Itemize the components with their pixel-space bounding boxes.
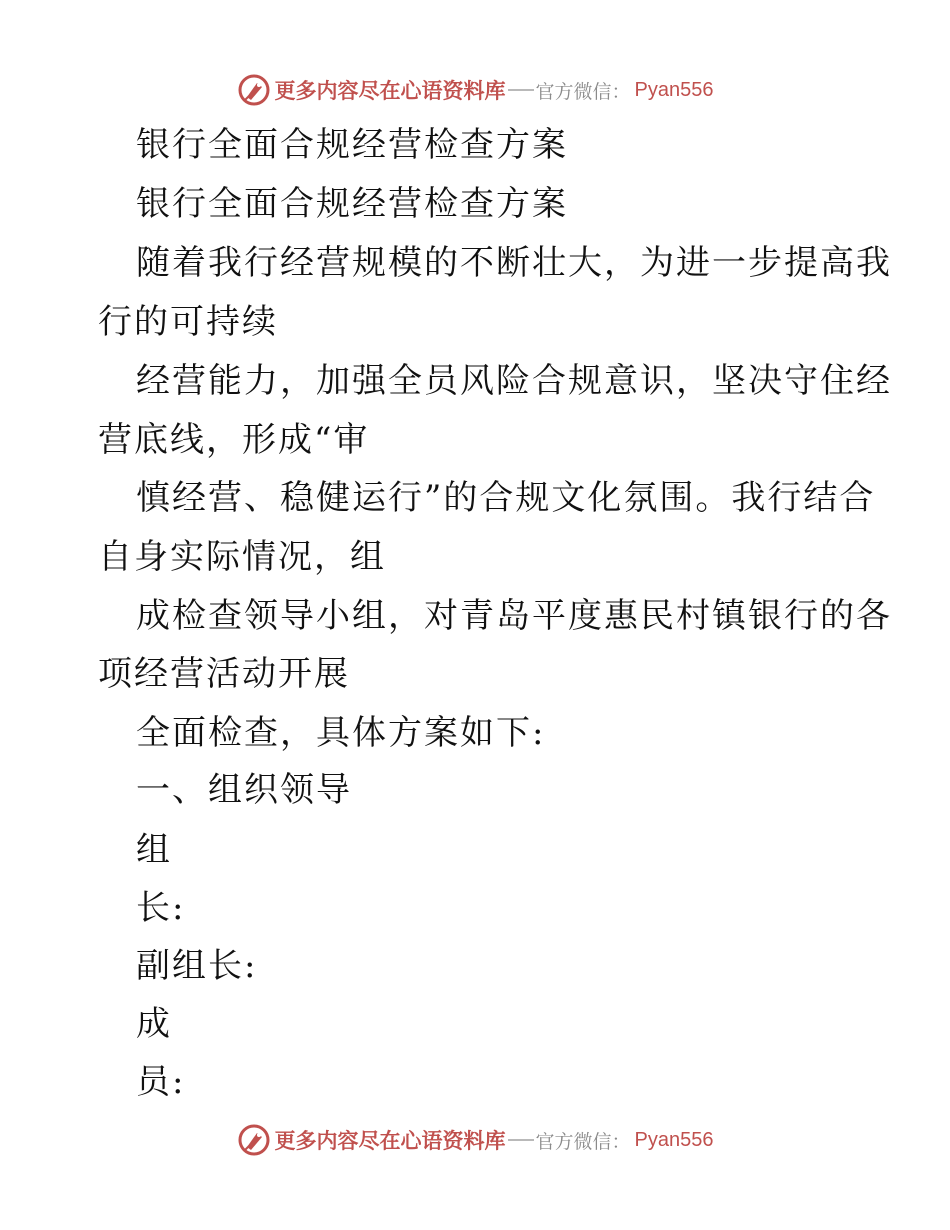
banner-wechat-id: Pyan556 [634, 1128, 714, 1151]
role-label: 长: [136, 888, 186, 928]
section-heading: 一、组织领导 [136, 770, 352, 810]
paragraph-line: 营底线，形成“审 [98, 420, 370, 460]
banner-divider [508, 89, 534, 91]
banner-divider [508, 1139, 534, 1141]
pen-nib-logo-icon [237, 1123, 271, 1157]
role-label: 组 [136, 830, 172, 870]
paragraph-line: 随着我行经营规模的不断壮大，为进一步提高我 [136, 243, 892, 283]
banner-wechat-label: 官方微信： [535, 1130, 631, 1153]
paragraph-line: 经营能力，加强全员风险合规意识，坚决守住经 [136, 361, 892, 401]
banner-wechat-label: 官方微信： [535, 80, 631, 103]
banner-promo-text: 更多内容尽在心语资料库 [274, 1128, 506, 1153]
banner-promo-text: 更多内容尽在心语资料库 [274, 78, 506, 103]
role-label: 员: [136, 1062, 186, 1102]
banner-wechat-id: Pyan556 [634, 78, 714, 101]
role-label: 成 [136, 1004, 172, 1044]
paragraph-line: 慎经营、稳健运行”的合规文化氛围。我行结合 [136, 478, 876, 518]
paragraph-line: 自身实际情况，组 [98, 537, 386, 577]
role-label: 副组长: [136, 946, 258, 986]
document-subtitle: 银行全面合规经营检查方案 [136, 184, 568, 224]
document-title: 银行全面合规经营检查方案 [136, 125, 568, 165]
paragraph-line: 行的可持续 [98, 302, 278, 342]
pen-nib-logo-icon [237, 73, 271, 107]
paragraph-line: 项经营活动开展 [98, 654, 350, 694]
paragraph-line: 成检查领导小组，对青岛平度惠民村镇银行的各 [136, 596, 892, 636]
footer-banner [0, 1120, 950, 1160]
header-banner [0, 70, 950, 110]
paragraph-line: 全面检查，具体方案如下: [136, 713, 546, 753]
